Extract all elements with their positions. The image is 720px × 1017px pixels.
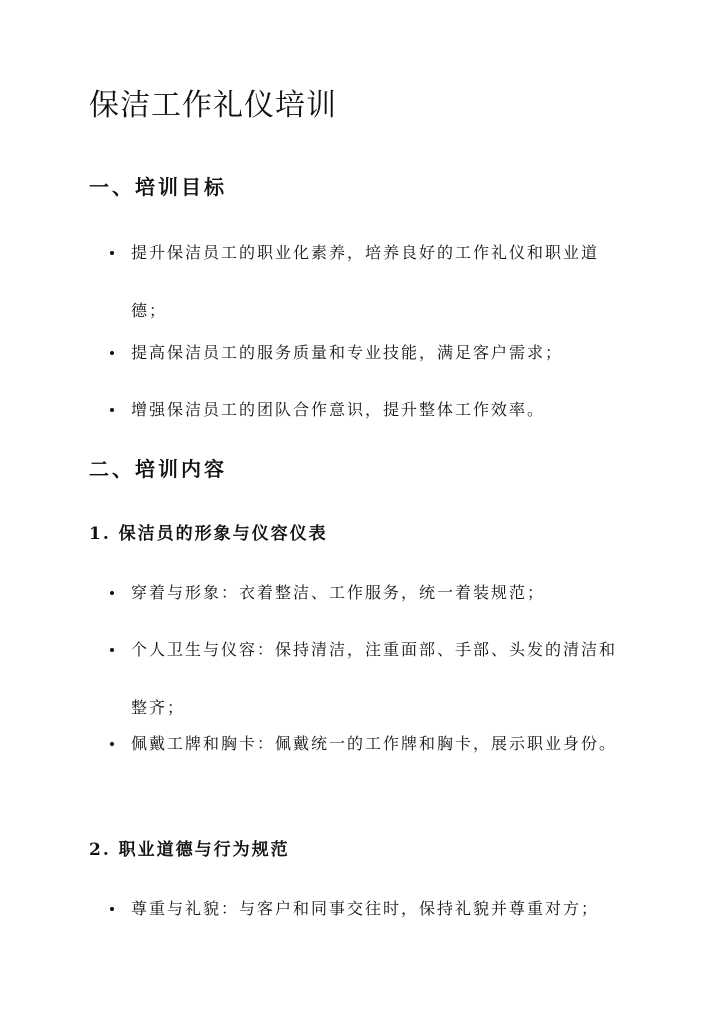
section-heading-goals: 一、培训目标 xyxy=(89,175,227,199)
subsection-heading-appearance: 1. 保洁员的形象与仪容仪表 xyxy=(89,524,328,544)
list-item xyxy=(110,715,620,773)
document-title: 保洁工作礼仪培训 xyxy=(89,88,337,123)
subsection-heading-ethics: 2. 职业道德与行为规范 xyxy=(89,840,290,860)
list-item-text: 穿着与形象：衣着整洁、工作服务，统一着装规范； xyxy=(131,583,546,602)
list-item-text: 尊重与礼貌：与客户和同事交往时，保持礼貌并尊重对方； xyxy=(131,899,600,918)
bullet-icon xyxy=(110,591,114,595)
list-item xyxy=(110,324,620,382)
list-item-text: 个人卫生与仪容：保持清洁，注重面部、手部、头发的清洁和整齐； xyxy=(131,640,618,717)
bullet-icon xyxy=(110,742,114,746)
section-heading-content: 二、培训内容 xyxy=(89,457,227,481)
list-item xyxy=(110,564,620,622)
bullet-icon xyxy=(110,408,114,412)
bullet-icon xyxy=(110,907,114,911)
list-item-text: 佩戴工牌和胸卡：佩戴统一的工作牌和胸卡，展示职业身份。 xyxy=(131,734,618,753)
list-item xyxy=(110,880,620,938)
list-item-text: 提升保洁员工的职业化素养，培养良好的工作礼仪和职业道德； xyxy=(131,243,600,320)
list-item-text: 增强保洁员工的团队合作意识，提升整体工作效率。 xyxy=(131,400,546,419)
bullet-icon xyxy=(110,351,114,355)
bullet-icon xyxy=(110,648,114,652)
list-item xyxy=(110,224,620,340)
list-item xyxy=(110,381,620,439)
list-item-text: 提高保洁员工的服务质量和专业技能，满足客户需求； xyxy=(131,343,564,362)
bullet-icon xyxy=(110,251,114,255)
